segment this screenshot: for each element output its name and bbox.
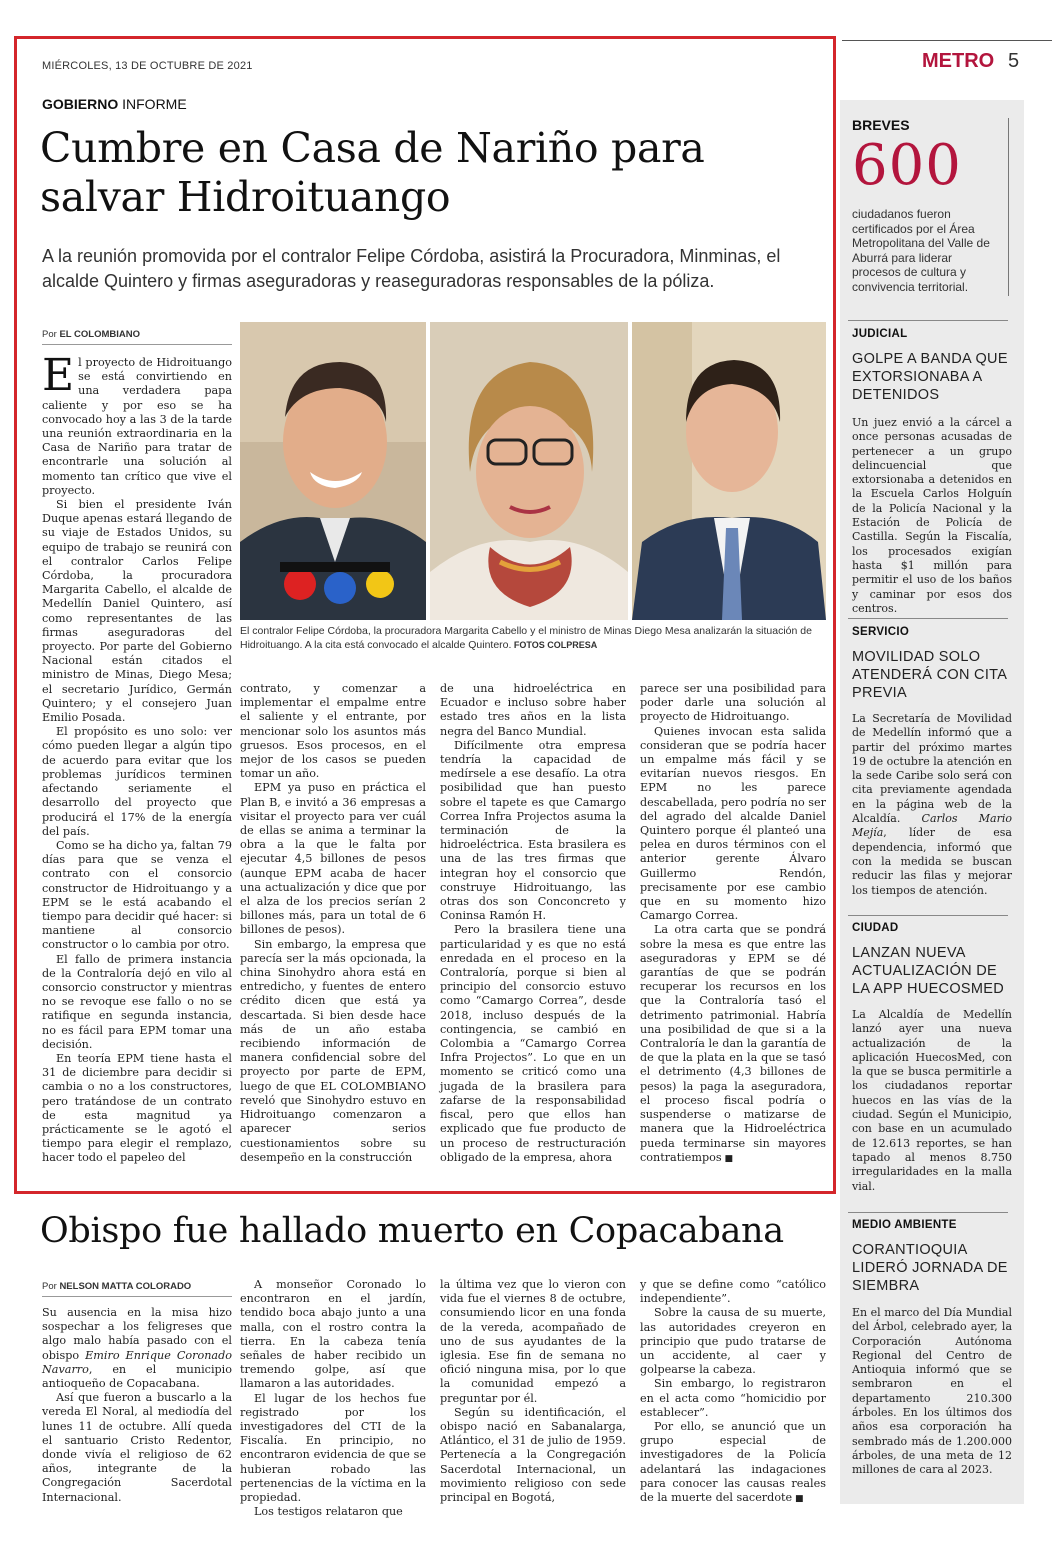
- paragraph: Sin embargo, lo registraron en el acta como “homicidio por establecer”.: [640, 1377, 826, 1419]
- second-column-4: [640, 1278, 826, 1506]
- official-name: Carlos Mario Mejía: [852, 812, 1012, 840]
- paragraph-text: Su ausencia en la misa hizo sospechar a los feligreses que algo malo había pasado con el obispo: [42, 1306, 232, 1362]
- paragraph: En teoría EPM tiene hasta el 31 de diciembre para decidir si cambia o no a los constructores, pero tratándose de un contrato de esta magnitud ya prácticamente se le agotó el tiempo para elegir el remplazo, hacer todo el papeleo del: [42, 1051, 232, 1165]
- brief-body-text: La Secretaría de Movilidad de Medellín informó que a partir del próximo martes 19 de octubre la atención en la sede Caribe solo será con cita previamente agendada en la página web de la Alcaldía.: [852, 712, 1012, 826]
- brief-body: Un juez envió a la cárcel a once personas acusadas de pertenecer a un grupo delincuencial que extorsionaba a detenidos en la Escuela Carlos Holguín de la Policía Nacional y la Estación de Policía de Castilla. Según la Fiscalía, los procesados exigían hasta $1 millón para permitir el uso de los baños y caminar por esos dos centros.: [852, 416, 1012, 615]
- briefs-vertical-rule: [1008, 118, 1009, 296]
- paragraph-text: Por ello, se anunció que un grupo especial de investigadores de la Policía adelantará las indagaciones para conocer las causas reales de la muerte del sacerdote: [640, 1420, 826, 1505]
- brief-category: MEDIO AMBIENTE: [852, 1219, 957, 1231]
- paragraph: Quienes invocan esta salida consideran que se podría hacer un empalme más fácil y se evitarían nuevos riesgos. En EPM no les parece descabellada, pero podría no ser del agrado del alcalde Daniel Quintero porque él planteó una pelea en duros términos con el anterior gerente Álvaro Guillermo Rendón, precisamente por ese cambio que en su momento hizo Camargo Correa.: [640, 724, 826, 923]
- brief-body: La Alcaldía de Medellín lanzó ayer una nueva actualización de la aplicación HuecosMed, con la que se busca permitirle a los ciudadanos reportar huecos en las vías de la ciudad. Según el Municipio, con base en un acumulado de 12.613 reportes, se han tapado al menos 8.750 irregularidades en la malla vial.: [852, 1008, 1012, 1193]
- paragraph: El propósito es uno solo: ver cómo pueden llegar a algún tipo de acuerdo para evitar que los problemas jurídicos terminen afectando seriamente el desarrollo del proyecto que producirá el 17% de la energía del país.: [42, 725, 232, 838]
- paragraph: y que se define como “católico independiente”.: [640, 1278, 826, 1306]
- brief-body-text: , líder de esa dependencia, informó que con la medida se buscan reducir las filas y mejorar los tiempos de atención.: [852, 826, 1012, 897]
- byline-prefix: Por: [42, 329, 60, 340]
- paragraph: Así que fueron a buscarlo a la vereda El Noral, al mediodía del lunes 11 de octubre. Allí queda el santuario Cristo Redentor, donde vivía el religioso de 62 años, integrante de la Congregación Sacerdotal Internacional.: [42, 1391, 232, 1504]
- paragraph: parece ser una posibilidad para poder darle una solución al proyecto de Hidroituango.: [640, 682, 826, 724]
- brief-body: En el marco del Día Mundial del Árbol, celebrado ayer, la Corporación Autónoma Regional del Centro de Antioquia informó que se sembraron en el departamento 210.300 árboles. En los últimos dos años esa corporación ha sembrado más de 1.200.000 árboles, de una meta de 12 millones de cara al 2023.: [852, 1306, 1012, 1477]
- brief-headline: LANZAN NUEVA ACTUALIZACIÓN DE LA APP HUECOSMED: [852, 945, 1005, 997]
- paragraph-text: La otra carta que se pondrá sobre la mesa es que entre las aseguradoras y EPM se dé garantías de que se podrán recuperar los recursos en los que la Contraloría tasó el detrimento patrimonial. Habría una posibilidad de que si a la Contraloría le dan la garantía de de que la plata en la que se tasó el detrimento (4,3 billones de pesos) la paga la aseguradora, el proceso fiscal podría o suspenderse o matizarse de manera que la Hidroeléctrica pueda terminarse sin mayores contratiempos: [640, 923, 826, 1164]
- kicker-rest: INFORME: [118, 96, 187, 112]
- byline-rule: [42, 1296, 232, 1297]
- paragraph: Sobre la causa de su muerte, las autoridades creyeron en principio que pudo tratarse de un accidente, al caer y golpearse la cabeza.: [640, 1306, 826, 1377]
- paragraph: Sin embargo, la empresa que parecía ser la más opcionada, la china Sinohydro ahora está en entredicho, y fuentes de entero crédito dicen que está ya descartada. Si bien desde hace más de un año estaba recibiendo información de manera confidencial sobre del proyecto por parte de EPM, luego de que EL COLOMBIANO reveló que Sinohydro estuvo en Hidroituango comenzaron a aparecer serios cuestionamientos sobre su desempeño en la construcción: [240, 937, 426, 1164]
- paragraph: A monseñor Coronado lo encontraron en el jardín, tendido boca abajo junto a una malla, con el rostro contra la tierra. En la cabeza tenía señales de haber recibido un tremendo golpe, así que llamaron a las autoridades.: [240, 1278, 426, 1391]
- paragraph: [42, 1306, 232, 1391]
- brief-headline: GOLPE A BANDA QUE EXTORSIONABA A DETENIDOS: [852, 351, 1008, 403]
- brief-headline: CORANTIOQUIA LIDERÓ JORNADA DE SIEMBRA: [852, 1242, 1008, 1294]
- brief-divider: [848, 618, 1008, 619]
- paragraph: El fallo de primera instancia de la Contraloría dejó en vilo al consorcio constructor y mientras no se revoque ese fallo o no se ratifique en segunda instancia, no es fácil para EPM tomar una decisión.: [42, 952, 232, 1051]
- publication-date: MIÉRCOLES, 13 DE OCTUBRE DE 2021: [42, 60, 253, 72]
- end-mark: ■: [792, 1494, 804, 1505]
- brief-divider: [848, 1212, 1008, 1213]
- highlight-number: 600: [852, 133, 962, 198]
- paragraph-text: , en el municipio antioqueño de Copacabana.: [42, 1362, 232, 1391]
- caption-credit: FOTOS COLPRESA: [511, 640, 598, 650]
- paragraph: contrato, y comenzar a implementar el empalme entre el saliente y el entrante, por mencionar solo los asuntos más gruesos. Esos procesos, en el mejor de los casos se pueden tomar un año.: [240, 682, 426, 781]
- second-column-2: [240, 1278, 426, 1519]
- second-byline: [42, 1281, 191, 1292]
- paragraph: Difícilmente otra empresa tendría la capacidad de medírsele a ese desafío. La otra posibilidad que han puesto sobre el tapete es que Camargo Correa Infra Projectos asuma la terminación de la hidroeléctrica. Esta brasilera es una de las tres firmas que integran hoy el consorcio que construye Hidroituango, las otras dos son Conconcreto y Coninsa Ramón H.: [440, 738, 626, 923]
- byline-name: EL COLOMBIANO: [59, 329, 141, 340]
- end-mark: ■: [721, 1153, 734, 1164]
- briefs-label: BREVES: [852, 117, 910, 133]
- brief-divider: [848, 320, 1008, 321]
- second-column-3: [440, 1278, 626, 1506]
- paragraph-text: l proyecto de Hidroituango se está convirtiendo en una verdadera papa caliente y por eso se ha convocado hoy a las 3 de la tarde una reunión extraordinaria en la Casa de Nariño para tratar de encontrarle una solución al momento tan crítico que vive el proyecto.: [42, 356, 232, 497]
- highlight-number-text: ciudadanos fueron certificados por el Área Metropolitana del Valle de Aburrá para liderar procesos de cultura y convivencia territorial.: [852, 207, 990, 294]
- paragraph: Como se ha dicho ya, faltan 79 días para que se venza el contrato con el consorcio constructor de Hidroituango y a EPM se le está acabando el tiempo para decidir qué hacer: si mantiene al consorcio constructor o lo cambia por otro.: [42, 838, 232, 952]
- main-deck: A la reunión promovida por el contralor Felipe Córdoba, asistirá la Procuradora, Minminas, el alcalde Quintero y firmas aseguradoras y reaseguradoras responsables de la póliza.: [42, 246, 781, 291]
- paragraph: [640, 1420, 826, 1506]
- brief-category: JUDICIAL: [852, 328, 908, 340]
- main-headline: Cumbre en Casa de Nariño para salvar Hidroituango: [40, 124, 705, 221]
- kicker-bold: GOBIERNO: [42, 96, 119, 112]
- paragraph: Los testigos relataron que: [254, 1505, 403, 1519]
- paragraph: Si bien el presidente Iván Duque apenas estará llegando de su viaje de Estados Unidos, su equipo de trabajo se reunirá con el contralor Carlos Felipe Córdoba, la procuradora Margarita Cabello, el alcalde de Medellín Daniel Quintero, así como representantes de las firmas aseguradoras del proyecto. Por parte del Gobierno Nacional están citados el ministro de Minas, Diego Mesa; el secretario Jurídico, Germán Quintero; y el consejero Juan Emilio Posada.: [42, 498, 232, 725]
- section-divider: [842, 40, 1052, 41]
- brief-headline: MOVILIDAD SOLO ATENDERÁ CON CITA PREVIA: [852, 649, 1007, 701]
- paragraph: de una hidroeléctrica en Ecuador e incluso sobre haber estado tres años en la lista negra del Banco Mundial.: [440, 682, 626, 738]
- brief-category: SERVICIO: [852, 626, 910, 638]
- paragraph: Pero la brasilera tiene una particularidad y es que no está enredada en el proceso en la Contraloría, porque si bien al principio del consorcio estuvo como “Camargo Correa”, desde 2018, incluso después de la contingencia, se cambió en Colombia a “Camargo Correa Infra Projectos”. Lo que en un momento se criticó como una jugada de la brasilera para zafarse de la responsabilidad fiscal, pero que ellos han explicado que fue producto de un proceso de restructuración obligado de la empresa, ahora: [440, 923, 626, 1164]
- drop-cap: E: [42, 350, 75, 401]
- brief-divider: [848, 915, 1008, 916]
- paragraph: EPM ya puso en práctica el Plan B, e invitó a 36 empresas a visitar el proyecto para ver cuál de ellas se anima a terminar la obra a la que le falta por ejecutar 4,5 billones de pesos (aunque EPM acaba de hacer una actualización y dice que por el alza de los precios serían 2 billones más, para un total de 6 billones de pesos).: [240, 781, 426, 937]
- caption-text: El contralor Felipe Córdoba, la procuradora Margarita Cabello y el ministro de Minas Diego Mesa analizarán la situación de Hidroituango. A la cita está convocado el alcalde Quintero.: [240, 625, 812, 651]
- paragraph: Según su identificación, el obispo nació en Sabanalarga, Atlántico, el 31 de julio de 1959. Pertenecía a la Congregación Sacerdotal Internacional, un movimiento religioso con sede principal en Bogotá,: [440, 1405, 626, 1505]
- paragraph: la última vez que lo vieron con vida fue el viernes 8 de octubre, consumiendo licor en una fonda de la vereda, acompañado de uno de sus ayudantes de la iglesia. Ese fin de semana no ofició ninguna misa, por lo que la comunidad empezó a preguntar por él.: [440, 1278, 626, 1405]
- section-name: METRO: [922, 50, 995, 72]
- second-headline: Obispo fue hallado muerto en Copacabana: [40, 1211, 784, 1251]
- paragraph: El lugar de los hechos fue registrado por los investigadores del CTI de la Fiscalía. En principio, no encontraron evidencia de que se hubieran robado las pertenencias de la víctima en la propiedad.: [240, 1391, 426, 1505]
- byline-name: NELSON MATTA COLORADO: [59, 1281, 192, 1292]
- bishop-name: Emiro Enrique Coronado Navarro: [42, 1348, 232, 1376]
- highlight-frame: [14, 36, 836, 1194]
- brief-body: [852, 712, 1012, 898]
- brief-category: CIUDAD: [852, 922, 899, 934]
- byline-prefix: Por: [42, 1281, 60, 1292]
- page-number: 5: [1008, 50, 1020, 72]
- second-column-1: [42, 1306, 232, 1506]
